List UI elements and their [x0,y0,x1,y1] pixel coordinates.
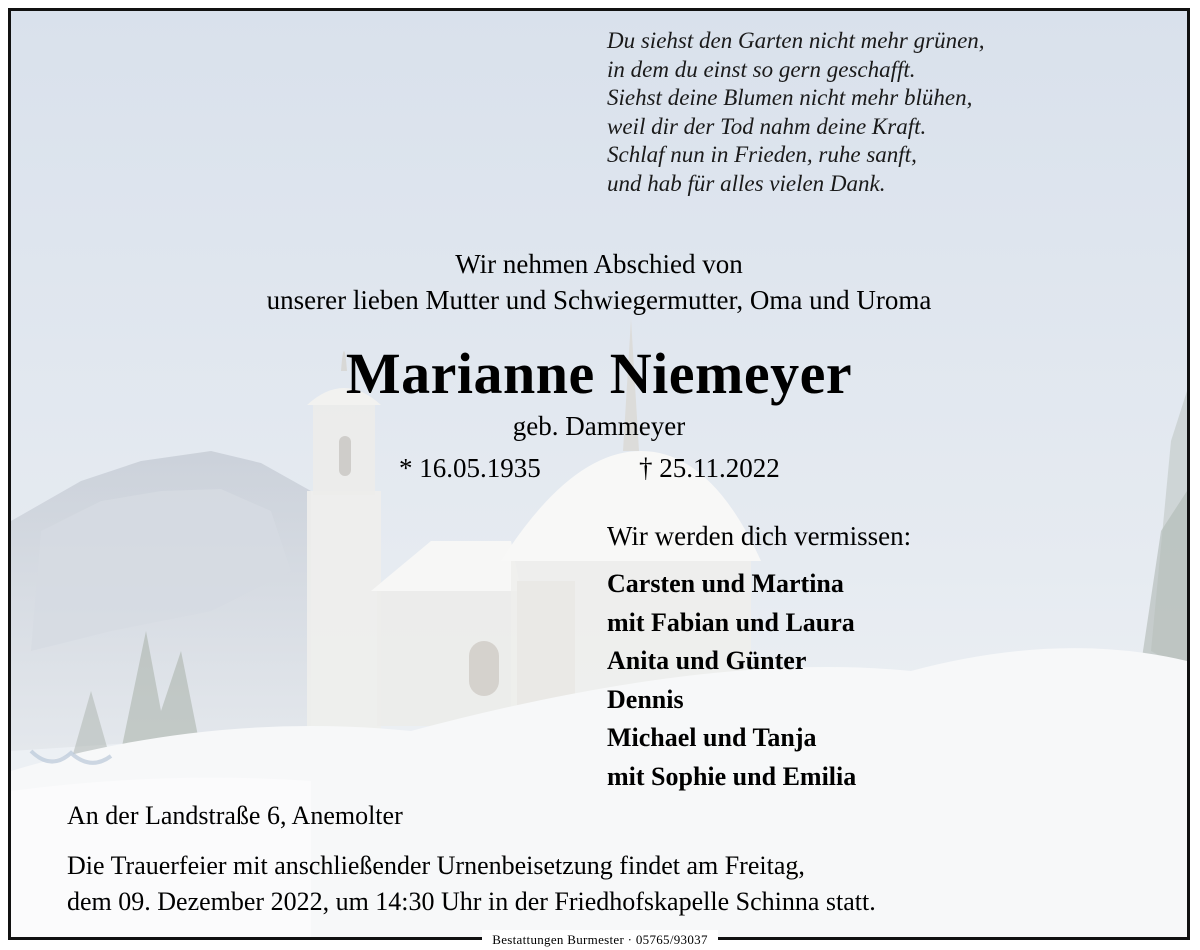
farewell-intro [11,246,1187,318]
obituary-text [11,11,1187,937]
poem-line: Du siehst den Garten nicht mehr grünen, [607,28,985,53]
undertaker-contact: Bestattungen Burmester · 05765/93037 [482,930,718,950]
funeral-service-info [67,848,876,920]
poem-line: und hab für alles vielen Dank. [607,170,886,196]
poem-line: in dem du einst so gern geschafft. [607,56,916,82]
poem-line: Siehst deine Blumen nicht mehr blühen, [607,85,973,110]
intro-line: Wir nehmen Abschied von [455,249,743,279]
service-line: dem 09. Dezember 2022, um 14:30 Uhr in der Friedhofskapelle Schinna statt. [67,887,876,916]
memorial-poem [607,27,985,198]
birth-date: * 16.05.1935 [399,453,541,483]
death-date: † 25.11.2022 [639,453,780,483]
poem-line: weil dir der Tod nahm deine Kraft. [607,113,927,139]
deceased-name: Marianne Niemeyer [345,341,853,406]
intro-line: unserer lieben Mutter und Schwiegermutter, Oma und Uroma [266,285,932,315]
family-address: An der Landstraße 6, Anemolter [67,801,403,830]
maiden-name: geb. Dammeyer [512,411,686,441]
poem-line: Schlaf nun in Frieden, ruhe sanft, [607,142,917,167]
mourner-name: mit Sophie und Emilia [607,761,857,791]
mourners-heading: Wir werden dich vermissen: [607,521,912,551]
mourner-name: Carsten und Martina [607,569,844,598]
undertaker-footer [0,930,1200,950]
obituary-frame [8,8,1190,940]
mourner-name: Dennis [607,684,684,714]
mourners-list [607,565,856,796]
mourner-name: mit Fabian und Laura [607,607,855,637]
mourner-name: Anita und Günter [607,646,807,675]
mourner-name: Michael und Tanja [607,723,817,752]
service-line: Die Trauerfeier mit anschließender Urnenbeisetzung findet am Freitag, [67,851,805,880]
